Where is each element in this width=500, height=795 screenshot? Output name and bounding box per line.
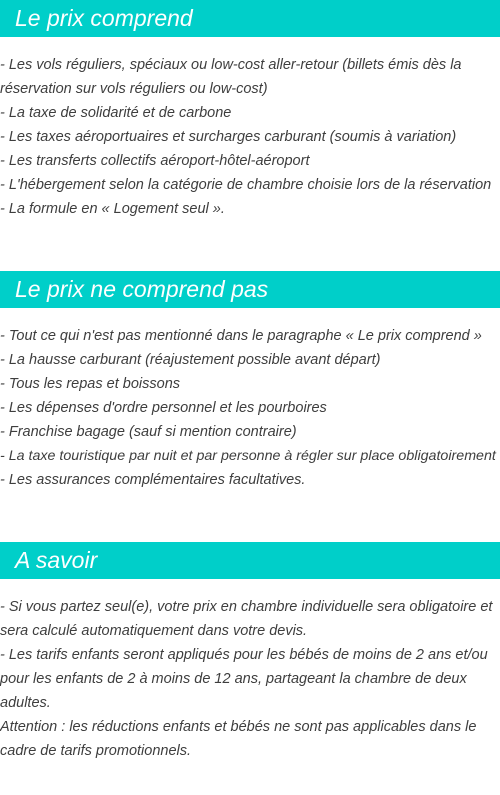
section-content (0, 37, 500, 221)
section-title: A savoir (0, 542, 500, 579)
list-item: - Franchise bagage (sauf si mention contraire) (0, 424, 297, 440)
section-title: Le prix comprend (0, 0, 500, 37)
section-title: Le prix ne comprend pas (0, 271, 500, 308)
list-item: - Les transferts collectifs aéroport-hôtel-aéroport (0, 153, 310, 169)
section-content (0, 308, 500, 492)
list-item: - L'hébergement selon la catégorie de chambre choisie lors de la réservation (0, 177, 492, 193)
list-item: - La taxe touristique par nuit et par personne à régler sur place obligatoirement (0, 448, 496, 464)
section-good-to-know (0, 542, 500, 763)
list-item: - La formule en « Logement seul ». (0, 201, 225, 217)
section-price-includes (0, 0, 500, 221)
list-item: - La taxe de solidarité et de carbone (0, 105, 232, 121)
list-item: Attention : les réductions enfants et bébés ne sont pas applicables dans le cadre de tarifs promotionnels. (0, 719, 477, 759)
section-price-excludes (0, 271, 500, 492)
list-item: - Les assurances complémentaires facultatives. (0, 472, 306, 488)
list-item: - Les vols réguliers, spéciaux ou low-cost aller-retour (billets émis dès la réservation sur vols réguliers ou low-cost) (0, 57, 462, 97)
list-item: - Les taxes aéroportuaires et surcharges carburant (soumis à variation) (0, 129, 457, 145)
list-item: - La hausse carburant (réajustement possible avant départ) (0, 352, 381, 368)
list-item: - Si vous partez seul(e), votre prix en chambre individuelle sera obligatoire et sera calculé automatiquement dans votre devis. (0, 599, 493, 639)
list-item: - Les tarifs enfants seront appliqués pour les bébés de moins de 2 ans et/ou pour les enfants de 2 à moins de 12 ans, partageant la chambre de deux adultes. (0, 647, 488, 711)
section-content (0, 579, 500, 763)
list-item: - Tous les repas et boissons (0, 376, 181, 392)
list-item: - Les dépenses d'ordre personnel et les pourboires (0, 400, 327, 416)
list-item: - Tout ce qui n'est pas mentionné dans le paragraphe « Le prix comprend » (0, 328, 482, 344)
